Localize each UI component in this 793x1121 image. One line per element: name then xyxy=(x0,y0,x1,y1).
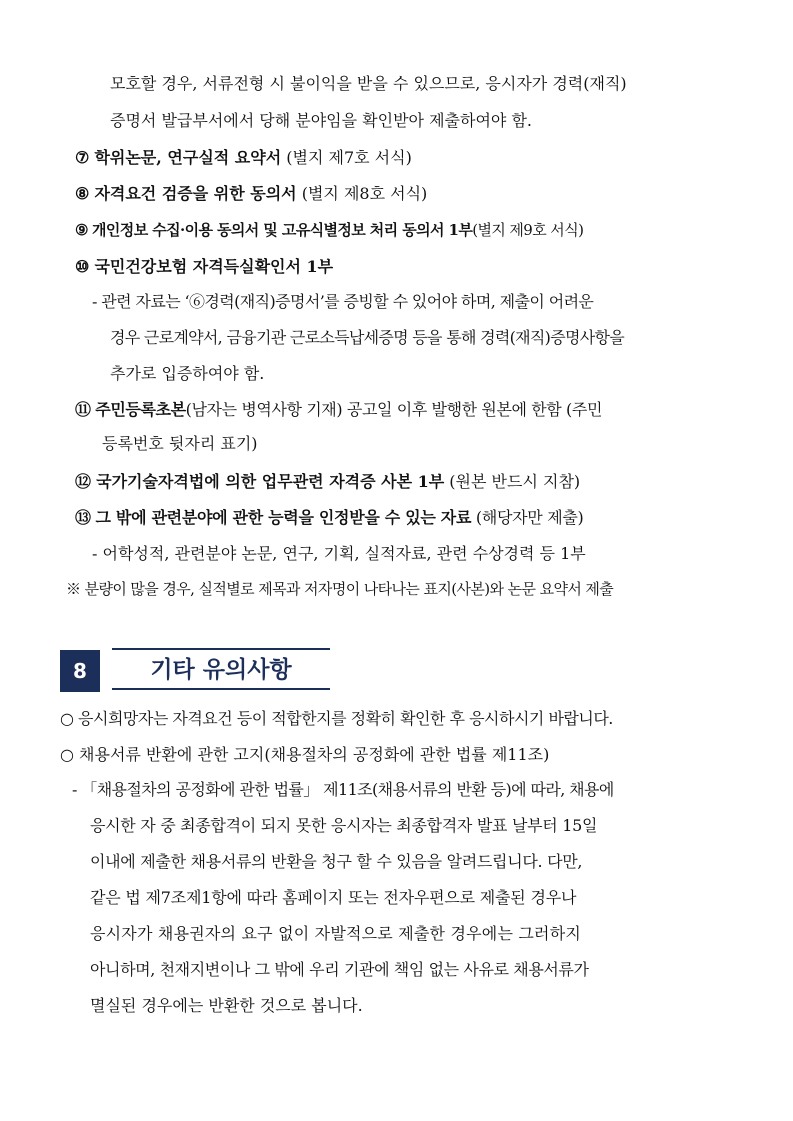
list-item xyxy=(75,146,412,170)
text-line: 추가로 입증하여야 함. xyxy=(110,364,265,383)
text-line: 이내에 제출한 채용서류의 반환을 청구 할 수 있음을 알려드립니다. 다만, xyxy=(90,852,583,871)
text-line: 같은 법 제7조제1항에 따라 홈페이지 또는 전자우편으로 제출된 경우나 xyxy=(90,888,577,907)
text-line: 응시자가 채용권자의 요구 없이 자발적으로 제출한 경우에는 그러하지 xyxy=(90,924,582,943)
text-line: 응시한 자 중 최종합격이 되지 못한 응시자는 최종합격자 발표 날부터 15일 xyxy=(90,816,598,835)
section-title: 기타 유의사항 xyxy=(112,650,330,690)
section-header xyxy=(60,650,340,694)
item-note: (남자는 병역사항 기재) 공고일 이후 발행한 원본에 한함 (주민 xyxy=(185,400,602,419)
item-number: ⑬ xyxy=(75,508,91,527)
item-note: (별지 제8호 서식) xyxy=(296,184,428,203)
item-title: 국민건강보험 자격득실확인서 1부 xyxy=(94,257,334,276)
bullet-item: ○ 응시희망자는 자격요건 등이 적합한지를 정확히 확인한 후 응시하시기 바랍니다. xyxy=(60,709,613,728)
text-line: 멸실된 경우에는 반환한 것으로 봅니다. xyxy=(90,996,363,1015)
list-item xyxy=(75,218,583,242)
item-number: ⑨ xyxy=(75,221,88,239)
item-title: 자격요건 검증을 위한 동의서 xyxy=(94,184,297,203)
list-item xyxy=(75,255,333,279)
item-number: ⑩ xyxy=(75,257,90,276)
item-note: (해당자만 제출) xyxy=(471,508,584,527)
list-item xyxy=(75,470,580,494)
bullet-item: ○ 채용서류 반환에 관한 고지(채용절차의 공정화에 관한 법률 제11조) xyxy=(60,745,550,764)
item-title: 국가기술자격법에 의한 업무관련 자격증 사본 1부 xyxy=(96,472,445,491)
item-note: (별지 제7호 서식) xyxy=(281,148,412,167)
section-number: 8 xyxy=(60,650,100,692)
text-line: 모호할 경우, 서류전형 시 불이익을 받을 수 있으므로, 응시자가 경력(재직) xyxy=(110,74,627,93)
note-line: ※ 분량이 많을 경우, 실적별로 제목과 저자명이 나타나는 표지(사본)와 논문 요약서 제출 xyxy=(66,580,614,598)
item-title: 그 밖에 관련분야에 관한 능력을 인정받을 수 있는 자료 xyxy=(95,508,472,527)
list-item xyxy=(75,506,584,530)
list-item xyxy=(75,398,602,422)
text-line: - 「채용절차의 공정화에 관한 법률」 제11조(채용서류의 반환 등)에 따라, 채용에 xyxy=(72,780,614,799)
item-note: (별지 제9호 서식) xyxy=(472,221,584,239)
item-title: 학위논문, 연구실적 요약서 xyxy=(94,148,282,167)
text-line: 아니하며, 천재지변이나 그 밖에 우리 기관에 책임 없는 사유로 채용서류가 xyxy=(90,960,589,979)
text-line: 경우 근로계약서, 금융기관 근로소득납세증명 등을 통해 경력(재직)증명사항을 xyxy=(110,328,624,347)
item-title: 주민등록초본 xyxy=(95,400,186,419)
item-note: (원본 반드시 지참) xyxy=(444,472,581,491)
item-number: ⑫ xyxy=(75,472,92,491)
text-line: - 어학성적, 관련분야 논문, 연구, 기획, 실적자료, 관련 수상경력 등 1부 xyxy=(92,544,586,563)
text-line: 등록번호 뒷자리 표기) xyxy=(102,434,258,453)
list-item xyxy=(75,182,427,206)
item-number: ⑦ xyxy=(75,148,90,167)
item-title: 개인정보 수집·이용 동의서 및 고유식별정보 처리 동의서 1부 xyxy=(92,221,473,239)
text-line: 증명서 발급부서에서 당해 분야임을 확인받아 제출하여야 함. xyxy=(110,111,533,130)
item-number: ⑧ xyxy=(75,184,90,203)
item-number: ⑪ xyxy=(75,400,91,419)
text-line: - 관련 자료는 ‘⑥경력(재직)증명서’를 증빙할 수 있어야 하며, 제출이 어려운 xyxy=(92,292,594,311)
